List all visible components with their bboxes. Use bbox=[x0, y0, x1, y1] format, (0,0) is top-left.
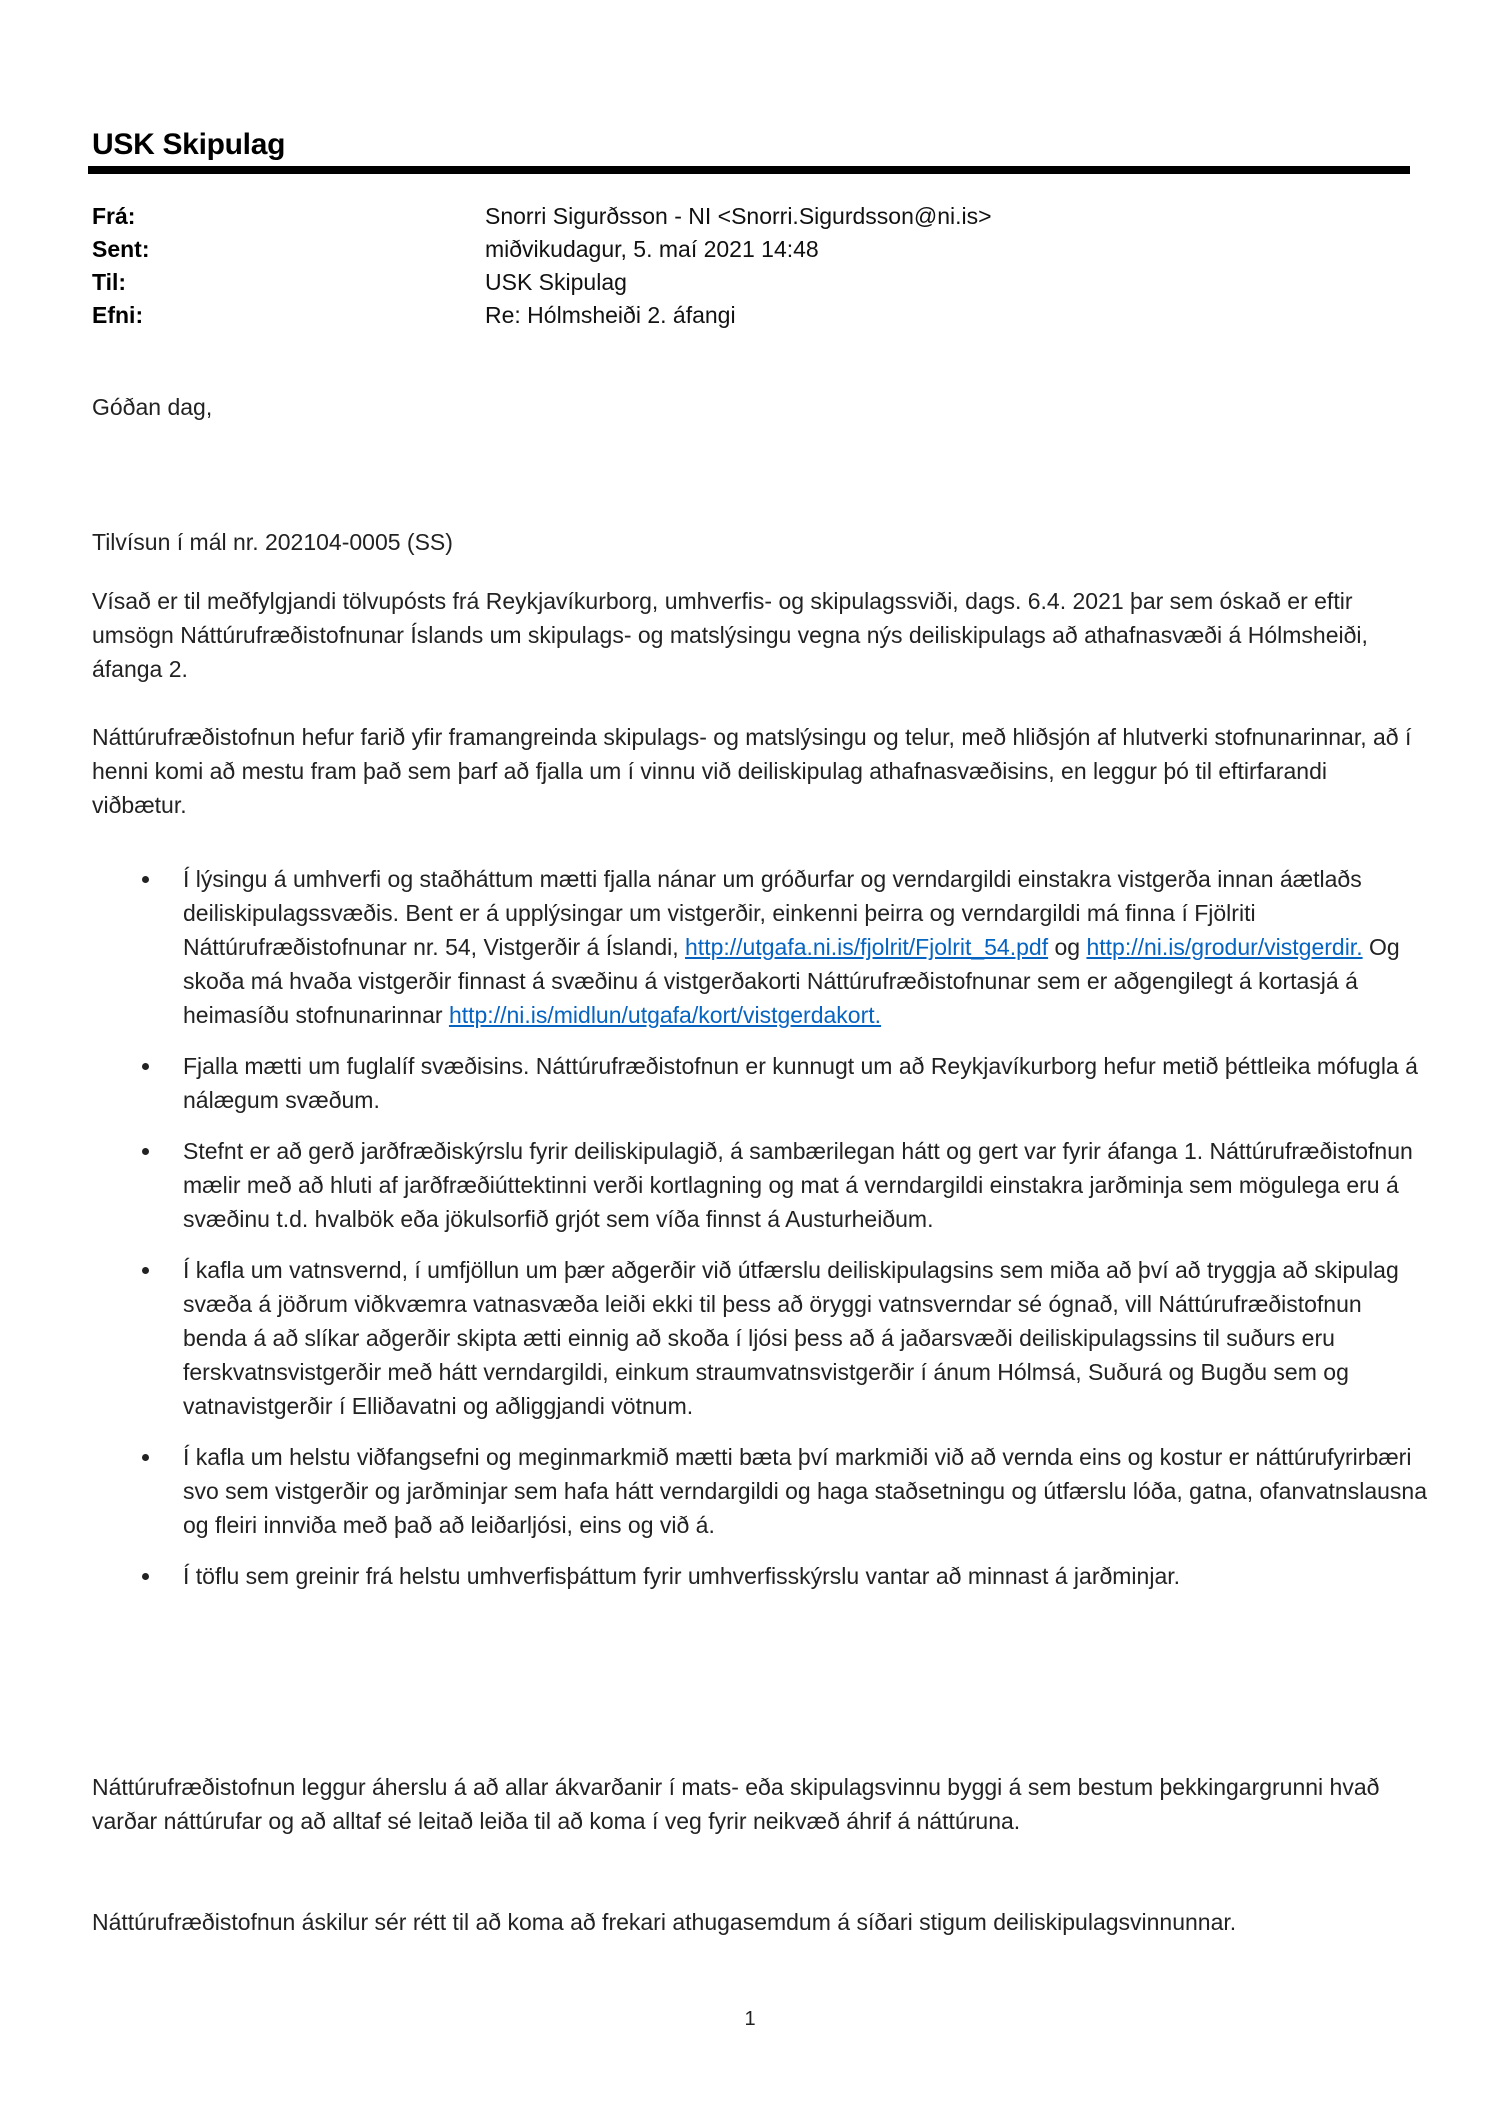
bullet-text: Í töflu sem greinir frá helstu umhverfisþáttum fyrir umhverfisskýrslu vantar að minnast á jarðminjar. bbox=[183, 1563, 1181, 1589]
title-rule bbox=[88, 166, 1410, 174]
list-item bbox=[92, 1049, 1432, 1117]
bullet-icon bbox=[142, 1454, 149, 1461]
bullet-text: Í kafla um helstu viðfangsefni og meginmarkmið mætti bæta því markmiði við að vernda eins og kostur er náttúrufyrirbæri svo sem vistgerðir og jarðminjar sem hafa hátt verndargildi og haga staðsetningu og útfærslu lóða, gatna, ofanvatnslausna og fleiri innviða með það að leiðarljósi, eins og við á. bbox=[183, 1444, 1427, 1538]
bullet-text: og bbox=[1048, 934, 1087, 960]
greeting: Góðan dag, bbox=[92, 394, 213, 420]
header-value-to: USK Skipulag bbox=[485, 269, 627, 295]
paragraph-reservation: Náttúrufræðistofnun áskilur sér rétt til að koma að frekari athugasemdum á síðari stigum deiliskipulagsvinnunnar. bbox=[92, 1909, 1237, 1935]
header-label: Til: bbox=[92, 269, 127, 295]
bullet-icon bbox=[142, 1063, 149, 1070]
paragraph-intro: Vísað er til meðfylgjandi tölvupósts frá Reykjavíkurborg, umhverfis- og skipulagssviði, dags. 6.4. 2021 þar sem óskað er eftir umsögn Náttúrufræðistofnunar Íslands um skipulags- og matslýsingu vegna nýs deiliskipulags að athafnasvæði á Hólmsheiði, áfanga 2. bbox=[92, 588, 1368, 682]
header-row-from bbox=[92, 200, 1392, 233]
link-vistgerdir[interactable]: http://ni.is/grodur/vistgerdir. bbox=[1086, 934, 1363, 960]
email-header bbox=[92, 200, 1392, 332]
bullet-text: Í lýsingu á umhverfi og staðháttum mætti fjalla nánar um gróðurfar og verndargildi einstakra vistgerða innan áætlaðs deiliskipulagssvæðis. Bent er á upplýsingar um vistgerðir, einkenni þeirra og verndargildi má finna í Fjölriti Náttúrufræðistofnunar nr. 54, Vistgerðir á Íslandi, bbox=[183, 866, 1362, 960]
page-number: 1 bbox=[744, 2008, 756, 2030]
bullet-text: Fjalla mætti um fuglalíf svæðisins. Náttúrufræðistofnun er kunnugt um að Reykjavíkurborg hefur metið þéttleika mófugla á nálægum svæðum. bbox=[183, 1053, 1418, 1113]
header-value-from: Snorri Sigurðsson - NI <Snorri.Sigurdsson@ni.is> bbox=[485, 203, 992, 229]
list-item bbox=[92, 862, 1432, 1032]
list-item bbox=[92, 1440, 1432, 1542]
header-value-sent: miðvikudagur, 5. maí 2021 14:48 bbox=[485, 236, 819, 262]
bullet-icon bbox=[142, 876, 149, 883]
document-title: USK Skipulag bbox=[92, 128, 286, 161]
bullet-text: Og skoða má hvaða vistgerðir finnast á svæðinu á vistgerðakorti Náttúrufræðistofnunar sem er aðgengilegt á kortasjá á heimasíðu stofnunarinnar bbox=[183, 934, 1400, 1028]
header-value-subject: Re: Hólmsheiði 2. áfangi bbox=[485, 302, 736, 328]
list-item bbox=[92, 1559, 1432, 1593]
link-fjolrit-54[interactable]: http://utgafa.ni.is/fjolrit/Fjolrit_54.pdf bbox=[685, 934, 1049, 960]
bullet-icon bbox=[142, 1267, 149, 1274]
header-row-sent bbox=[92, 233, 1392, 266]
header-label: Frá: bbox=[92, 203, 136, 229]
list-item bbox=[92, 1134, 1432, 1236]
bullet-icon bbox=[142, 1573, 149, 1580]
recommendation-list bbox=[92, 862, 1432, 1610]
link-vistgerdakort[interactable]: http://ni.is/midlun/utgafa/kort/vistgerdakort. bbox=[448, 1002, 882, 1028]
paragraph-emphasis: Náttúrufræðistofnun leggur áherslu á að allar ákvarðanir í mats- eða skipulagsvinnu byggi á sem bestum þekkingargrunni hvað varðar náttúrufar og að alltaf sé leitað leiða til að koma í veg fyrir neikvæð áhrif á náttúruna. bbox=[92, 1774, 1380, 1834]
header-row-to bbox=[92, 266, 1392, 299]
header-row-subject bbox=[92, 299, 1392, 332]
bullet-icon bbox=[142, 1148, 149, 1155]
list-item bbox=[92, 1253, 1432, 1423]
bullet-text: Í kafla um vatnsvernd, í umfjöllun um þær aðgerðir við útfærslu deiliskipulagsins sem miða að því að tryggja að skipulag svæða á jöðrum viðkvæmra vatnasvæða leiði ekki til þess að öryggi vatnsverndar sé ógnað, vill Náttúrufræðistofnun benda á að slíkar aðgerðir skipta ætti einnig að skoða í ljósi þess að á jaðarsvæði deiliskipulagssins til suðurs eru ferskvatnsvistgerðir með hátt verndargildi, einkum straumvatnsvistgerðir í ánum Hólmsá, Suðurá og Bugðu sem og vatnavistgerðir í Elliðavatni og aðliggjandi vötnum. bbox=[183, 1257, 1399, 1419]
paragraph-review: Náttúrufræðistofnun hefur farið yfir framangreinda skipulags- og matslýsingu og telur, með hliðsjón af hlutverki stofnunarinnar, að í henni komi að mestu fram það sem þarf að fjalla um í vinnu við deiliskipulag athafnasvæðisins, en leggur þó til eftirfarandi viðbætur. bbox=[92, 724, 1412, 818]
bullet-text: Stefnt er að gerð jarðfræðiskýrslu fyrir deiliskipulagið, á sambærilegan hátt og gert var fyrir áfanga 1. Náttúrufræðistofnun mælir með að hluti af jarðfræðiúttektinni verði kortlagning og mat á verndargildi einstakra jarðminja sem mögulega eru á svæðinu t.d. hvalbök eða jökulsorfið grjót sem víða finnst á Austurheiðum. bbox=[183, 1138, 1413, 1232]
header-label: Sent: bbox=[92, 236, 150, 262]
header-label: Efni: bbox=[92, 302, 144, 328]
reference-line: Tilvísun í mál nr. 202104-0005 (SS) bbox=[92, 529, 453, 555]
